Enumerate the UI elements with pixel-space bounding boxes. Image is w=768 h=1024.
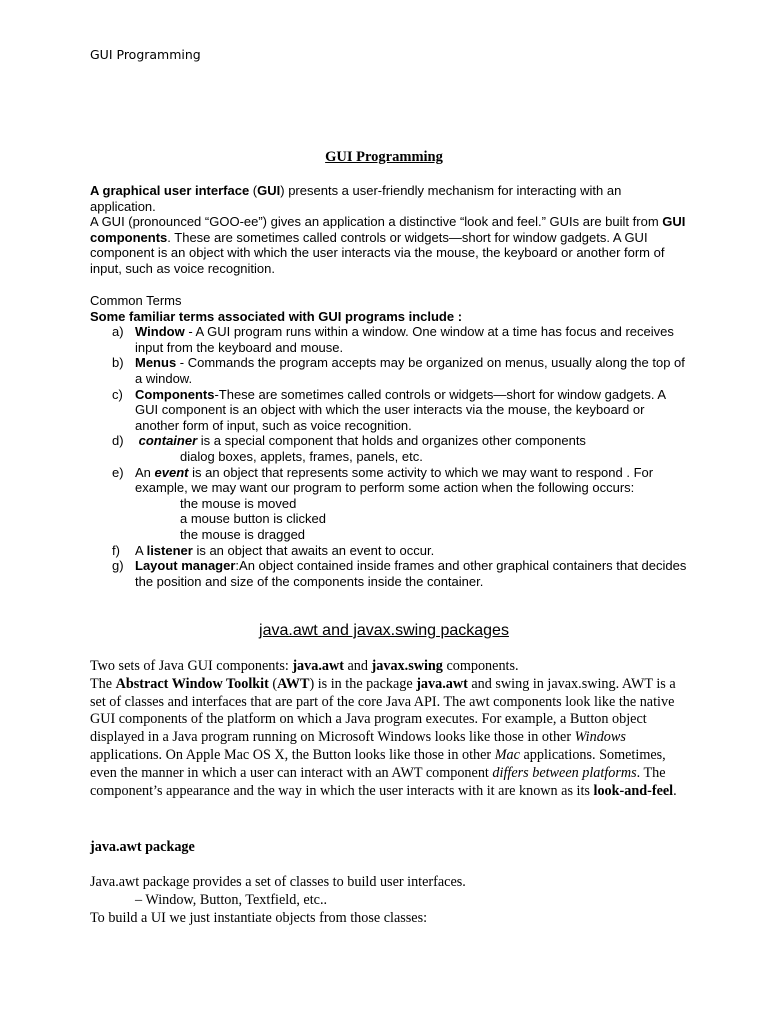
text-run: applications. On Apple Mac OS X, the Button looks like those in other bbox=[90, 746, 495, 763]
list-marker: f) bbox=[112, 542, 120, 558]
terms-subheading bbox=[90, 309, 690, 325]
list-item bbox=[90, 433, 690, 464]
common-terms-section bbox=[90, 293, 690, 589]
text-run: ) is in the package bbox=[309, 675, 417, 692]
terms-list bbox=[90, 324, 690, 589]
packages-paragraph-2 bbox=[90, 676, 685, 801]
package-name: java.awt bbox=[416, 675, 468, 692]
running-header: GUI Programming bbox=[90, 47, 201, 62]
term-name: listener bbox=[146, 542, 193, 558]
term-definition: - A GUI program runs within a window. One window at a time has focus and receives input from the keyboard and mouse. bbox=[135, 324, 674, 355]
intro-paragraph-1 bbox=[90, 183, 690, 214]
awt-line: – Window, Button, Textfield, etc.. bbox=[135, 891, 328, 908]
term-definition: :An object contained inside frames and other graphical containers that decides the position and size of the components inside the container. bbox=[135, 558, 687, 589]
text-run: Two sets of Java GUI components: bbox=[90, 658, 293, 674]
term-definition: is an object that represents some activity to which we may want to respond . For example, we may want our program to perform some action when the following occurs: bbox=[135, 464, 654, 496]
list-item bbox=[90, 465, 690, 543]
list-marker: d) bbox=[112, 433, 124, 449]
list-item bbox=[90, 387, 690, 434]
term-name: event bbox=[154, 464, 189, 480]
text-run: A bbox=[135, 542, 147, 558]
page-title: GUI Programming bbox=[325, 149, 443, 165]
term-name: container bbox=[138, 433, 198, 449]
terms-subheading-text: Some familiar terms associated with GUI programs include : bbox=[90, 308, 463, 324]
text-run: and swing in javax.swing. AWT is a set of classes and interfaces that are part of the core Java API. The awt components look like the native GUI components of the platform on which a Java program executes. For example, a Button object displayed in a Java program running on Microsoft Windows looks like those in other bbox=[90, 675, 676, 746]
list-item bbox=[90, 324, 690, 355]
packages-paragraph-1 bbox=[90, 658, 685, 676]
term-definition: is an object that awaits an event to occur. bbox=[192, 542, 435, 558]
term-name: Window bbox=[135, 324, 185, 340]
text-run: and bbox=[343, 658, 372, 674]
awt-package-heading: java.awt package bbox=[90, 839, 195, 855]
italic-term: differs between platforms bbox=[492, 764, 637, 781]
term-sub-line: dialog boxes, applets, frames, panels, etc. bbox=[180, 448, 423, 464]
common-terms-heading: Common Terms bbox=[90, 293, 182, 308]
gui-term: A graphical user interface bbox=[90, 183, 250, 198]
package-name: java.awt bbox=[292, 658, 344, 674]
term-definition: -These are sometimes called controls or widgets—short for window gadgets. A GUI component is an object with which the user interacts via the mouse, the keyboard or another form of input, such as voice recognition. bbox=[135, 386, 666, 433]
gui-components-term: GUI components bbox=[90, 214, 686, 245]
text-run: components. bbox=[442, 658, 519, 674]
awt-line: Java.awt package provides a set of classes to build user interfaces. bbox=[90, 874, 466, 890]
intro-paragraph-2 bbox=[90, 214, 690, 276]
text-run: applications. Sometimes, even the manner in which a user can interact with an AWT component bbox=[90, 746, 666, 781]
list-marker: c) bbox=[112, 386, 123, 402]
term-definition: is a special component that holds and organizes other components bbox=[197, 433, 586, 449]
term-definition: - Commands the program accepts may be organized on menus, usually along the top of a window. bbox=[135, 355, 685, 386]
list-item bbox=[90, 543, 690, 559]
text-run: ) presents a user-friendly mechanism for interacting with an application. bbox=[90, 183, 622, 214]
text-run: . bbox=[673, 782, 677, 799]
awt-line: To build a UI we just instantiate objects from those classes: bbox=[90, 909, 428, 926]
package-name: javax.swing bbox=[371, 658, 443, 674]
term-sub-line: a mouse button is clicked bbox=[180, 511, 326, 527]
bold-term: Abstract Window Toolkit bbox=[115, 675, 269, 692]
awt-package-body bbox=[90, 874, 685, 927]
term-name: Menus bbox=[135, 355, 177, 371]
text-run: An bbox=[135, 464, 155, 480]
text-run: A GUI (pronounced “GOO-ee”) gives an application a distinctive “look and feel.” GUIs are built from bbox=[90, 214, 663, 230]
text-run: . The component’s appearance and the way in which the user interacts with it are known as its bbox=[90, 764, 666, 799]
list-marker: g) bbox=[112, 558, 124, 574]
term-sub-line: the mouse is dragged bbox=[180, 526, 306, 542]
italic-term: Windows bbox=[574, 729, 626, 746]
list-marker: a) bbox=[112, 324, 124, 340]
packages-body bbox=[90, 658, 685, 800]
term-name: Components bbox=[135, 386, 215, 402]
text-run: ( bbox=[268, 675, 278, 692]
intro-section bbox=[90, 183, 690, 277]
text-run: . These are sometimes called controls or widgets—short for window gadgets. A GUI component is an object with which the user interacts via the mouse, the keyboard or another form of input, such as voice recognition. bbox=[90, 229, 665, 276]
term-name: Layout manager bbox=[135, 558, 236, 574]
list-marker: b) bbox=[112, 355, 124, 371]
bold-term: look-and-feel bbox=[593, 782, 674, 799]
list-item bbox=[90, 558, 690, 589]
list-marker: e) bbox=[112, 464, 124, 480]
section-heading: java.awt and javax.swing packages bbox=[259, 622, 509, 639]
italic-term: Mac bbox=[494, 746, 520, 763]
text-run: ( bbox=[249, 183, 258, 198]
gui-abbrev: GUI bbox=[257, 183, 281, 198]
bold-term: AWT bbox=[277, 675, 310, 692]
list-item bbox=[90, 355, 690, 386]
text-run: The bbox=[90, 675, 116, 692]
term-sub-line: the mouse is moved bbox=[180, 495, 297, 511]
